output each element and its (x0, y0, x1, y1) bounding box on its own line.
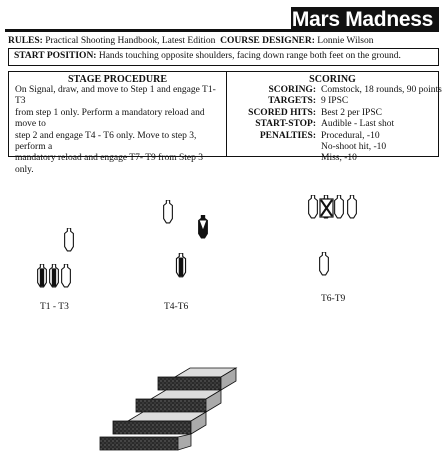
scoring-row: TARGETS: 9 IPSC (268, 96, 349, 107)
page-title: Mars Madness (291, 8, 433, 31)
ipsc-target-icon (320, 252, 329, 275)
rules-label: RULES: (8, 36, 43, 46)
scoring-row: START-STOP: Audible - Last shot (255, 119, 395, 130)
ipsc-target-icon (176, 253, 185, 277)
procedure-line: On Signal, draw, and move to Step 1 and engage T1-T3 (15, 85, 216, 107)
no-shoot-target-icon (199, 215, 208, 238)
ipsc-target-icon (65, 228, 74, 251)
staircase-steps (100, 368, 236, 450)
scoring-heading: SCORING (309, 74, 356, 85)
procedure-line: mandatory reload and engage T7- T9 from Step 3 only. (15, 153, 204, 175)
scoring-row: SCORED HITS: Best 2 per IPSC (248, 107, 382, 118)
procedure-line: from step 1 only. Perform a mandatory reload and move to (15, 107, 205, 130)
procedure-line: step 2 and engage T4 - T6 only. Move to step 3, perform a (15, 130, 197, 153)
start-position-label: START POSITION: (14, 51, 97, 61)
group-label-t6-t9: T6-T9 (321, 294, 346, 304)
scoring-row: No-shoot hit, -10 (321, 142, 387, 153)
designer-value: Lonnie Wilson (317, 36, 374, 46)
stage-procedure-heading: STAGE PROCEDURE (68, 74, 167, 85)
target-group-t1-t3 (38, 264, 71, 287)
group-label-t1-t3: T1 - T3 (40, 302, 69, 312)
ipsc-target-icon (164, 200, 173, 223)
scoring-row: PENALTIES: Procedural, -10 (259, 130, 380, 141)
scoring-row: Miss, -10 (321, 153, 357, 164)
group-label-t4-t6: T4-T6 (164, 302, 189, 312)
designer-label: COURSE DESIGNER: (220, 36, 315, 46)
start-position-value: Hands touching opposite shoulders, facing down range both feet on the ground. (98, 51, 401, 61)
target-group-t6-t9 (309, 195, 357, 218)
rules-value: Practical Shooting Handbook, Latest Edition (45, 36, 216, 46)
scoring-row: SCORING: Comstock, 18 rounds, 90 points (268, 85, 442, 95)
